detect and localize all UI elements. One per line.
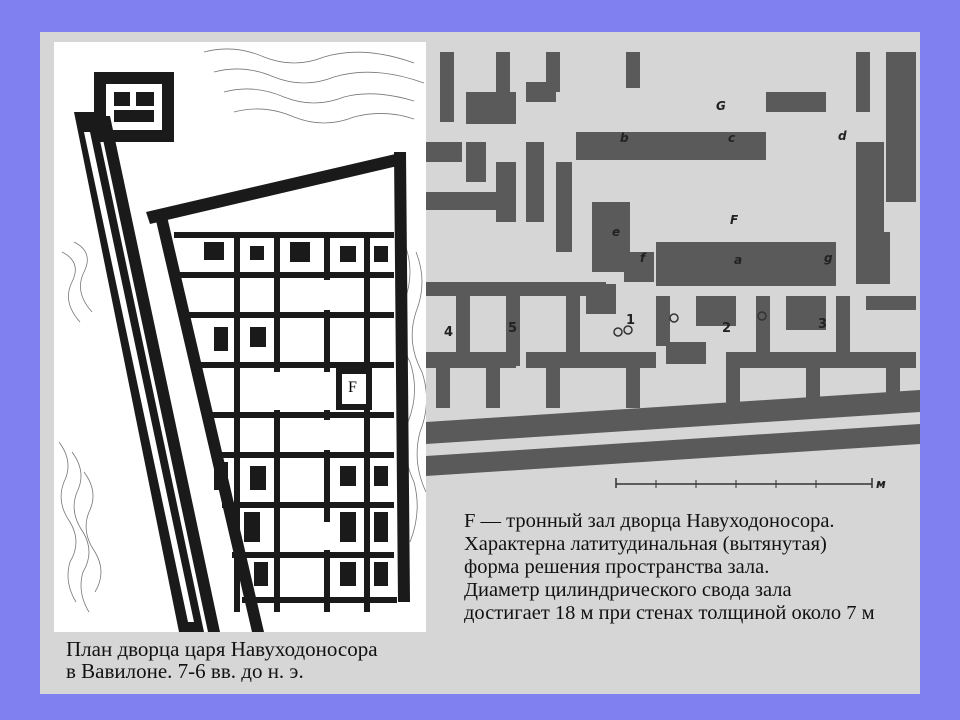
room-5: 5: [508, 321, 518, 336]
label-G: G: [716, 99, 726, 113]
label-a: a: [734, 253, 743, 267]
caption-left-line: План дворца царя Навуходоносора: [66, 637, 378, 661]
label-g: g: [824, 251, 833, 265]
caption-right-line: форма решения пространства зала.: [464, 556, 770, 578]
caption-right-line: F — тронный зал дворца Навуходоносора.: [464, 510, 835, 532]
slide: [40, 32, 920, 694]
room-3: 3: [818, 317, 828, 332]
label-c: c: [728, 131, 736, 145]
caption-right-line: Диаметр цилиндрического свода зала: [464, 579, 792, 601]
palace-site-plan: [54, 42, 426, 632]
scale-bar: [616, 477, 886, 491]
scale-unit: м: [876, 477, 886, 491]
caption-left-line: в Вавилоне. 7-6 вв. до н. э.: [66, 659, 304, 683]
detail-plan-drawing: [426, 52, 920, 492]
label-F: F: [730, 213, 739, 227]
room-4: 4: [444, 325, 454, 340]
columns: [614, 312, 766, 336]
site-plan-drawing: [54, 42, 426, 632]
label-b: b: [620, 131, 629, 145]
label-f: f: [640, 251, 646, 265]
throne-hall-caption: [464, 510, 914, 625]
site-plan-caption: [66, 638, 426, 682]
label-d: d: [838, 129, 847, 143]
throne-hall-marker: F: [348, 379, 357, 396]
room-1: 1: [626, 313, 636, 328]
throne-hall: [336, 368, 372, 410]
caption-right-line: Характерна латитудинальная (вытянутая): [464, 533, 827, 555]
label-e: e: [612, 225, 621, 239]
caption-right-line: достигает 18 м при стенах толщиной около 7 м: [464, 602, 875, 624]
detail-walls: [426, 52, 920, 476]
throne-hall-detail-plan: [426, 52, 920, 492]
room-2: 2: [722, 321, 732, 336]
